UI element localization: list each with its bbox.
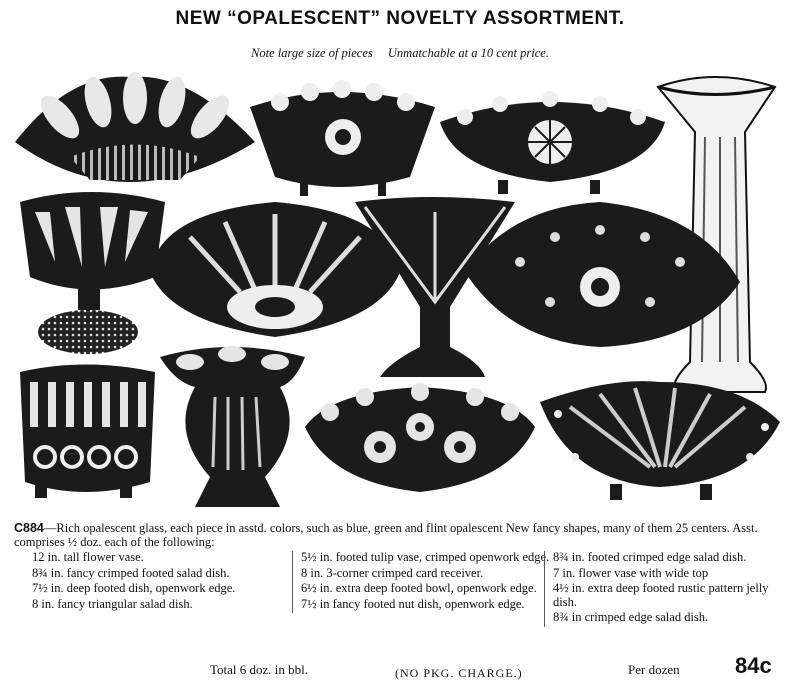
rustic-jelly-dish-image	[160, 346, 305, 507]
subtitle	[0, 46, 800, 61]
crimped-salad-dish-image	[150, 202, 400, 337]
list-item: 7½ in. deep footed dish, openwork edge.	[32, 581, 236, 595]
item-column-2	[292, 551, 563, 613]
list-item: 8¾ in. footed crimped edge salad dish.	[553, 550, 747, 564]
per-dozen-label: Per dozen	[628, 662, 680, 677]
card-receiver-image	[305, 383, 535, 492]
subtitle-price-note: Unmatchable at a 10 cent price.	[387, 46, 549, 60]
list-item: 8¾ in. fancy crimped footed salad dish.	[32, 565, 230, 580]
list-item: 7½ in fancy footed nut dish, openwork edge.	[301, 596, 525, 611]
list-item: 8 in. fancy triangular salad dish.	[32, 596, 193, 611]
openwork-footed-dish-image	[250, 80, 435, 196]
item-column-3	[544, 551, 793, 627]
glassware-illustration	[10, 62, 790, 517]
list-item: 8 in. 3-corner crimped card receiver.	[301, 565, 484, 580]
price: 84c	[735, 653, 772, 678]
nut-dish-image	[440, 91, 665, 194]
item-column-1	[32, 551, 294, 613]
description-text: —Rich opalescent glass, each piece in asstd. colors, such as blue, green and flint opalescent New fancy shapes, many of them 25 centers. Asst. comprises ½ doz. each of the following:	[14, 521, 758, 549]
no-package-charge: (NO PKG. CHARGE.)	[395, 666, 523, 680]
assortment-description	[14, 521, 790, 549]
list-item: 6½ in. extra deep footed bowl, openwork edge.	[301, 581, 537, 595]
footed-jelly-dish-image	[20, 192, 165, 354]
list-item: 5½ in. footed tulip vase, crimped openwork edge.	[301, 550, 550, 564]
item-list	[14, 551, 790, 659]
page-title: NEW “OPALESCENT” NOVELTY ASSORTMENT.	[175, 8, 625, 29]
deep-footed-bowl-image	[20, 365, 155, 499]
catalog-number: C884	[14, 521, 44, 535]
total-quantity: Total 6 doz. in bbl.	[210, 662, 309, 677]
list-item: 4½ in. extra deep footed rustic pattern jelly dish.	[553, 581, 769, 609]
leaf-salad-dish-image	[15, 72, 255, 182]
list-item: 12 in. tall flower vase.	[32, 550, 144, 564]
crimped-edge-salad-dish-image	[540, 381, 780, 500]
list-item: 8¾ in crimped edge salad dish.	[553, 610, 709, 624]
list-item: 7 in. flower vase with wide top	[553, 565, 709, 580]
subtitle-size-note: Note large size of pieces	[251, 46, 373, 60]
